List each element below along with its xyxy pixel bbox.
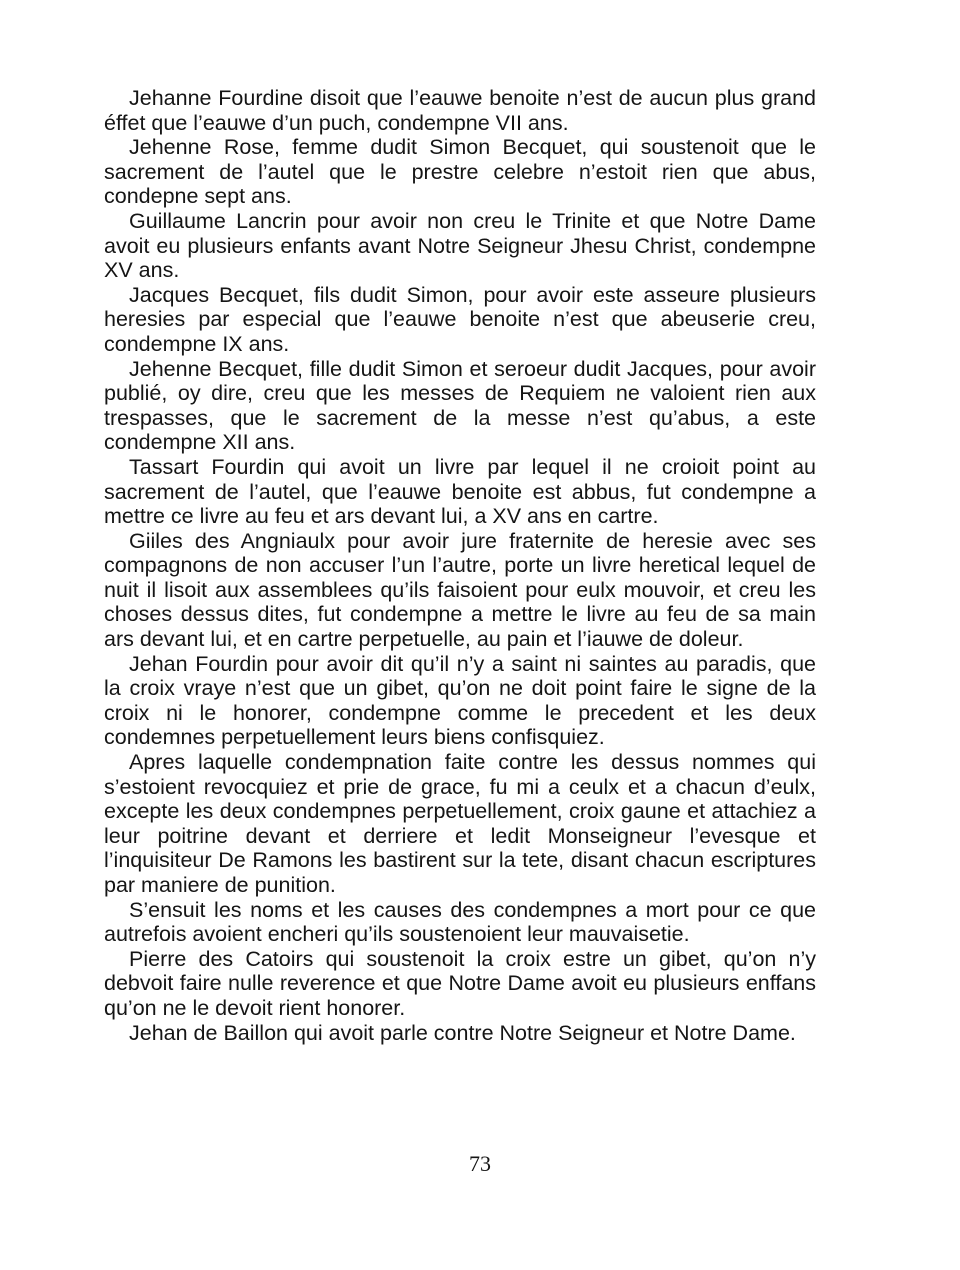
paragraph-sensuit-les-noms: S’ensuit les noms et les causes des condempnes a mort pour ce que autrefois avoient encheri qu’ils soustenoient leur mauvaisetie. — [104, 897, 816, 947]
paragraph-jehan-fourdin: Jehan Fourdin pour avoir dit qu’il n’y a saint ni saintes au paradis, que la croix vraye n’est que un gibet, qu’on ne doit point faire le signe de la croix ni le honorer, condempne comme le precedent et les deux condemnes perpetuellement leurs biens confisquiez. — [104, 651, 816, 750]
paragraph-giiles-des-angniaulx: Giiles des Angniaulx pour avoir jure fraternite de heresie avec ses compagnons de non accuser l’un l’autre, porte un livre heretical lequel de nuit il lisoit aux assemblees qu’ils faisoient pour eulx mouvoir, et creu les choses dessus dites, fut condempne a mettre le livre au feu de sa main ars devant lui, et en cartre perpetuelle, au pain et l’iauwe de doleur. — [104, 528, 816, 652]
paragraph-guillaume-lancrin: Guillaume Lancrin pour avoir non creu le Trinite et que Notre Dame avoit eu plusieurs enfants avant Notre Seigneur Jhesu Christ, condempne XV ans. — [104, 208, 816, 283]
paragraph-jehenne-rose: Jehenne Rose, femme dudit Simon Becquet, qui soustenoit que le sacrement de l’autel que le prestre celebre n’estoit rien que abus, condepne sept ans. — [104, 135, 816, 209]
paragraph-jehan-de-baillon: Jehan de Baillon qui avoit parle contre Notre Seigneur et Notre Dame. — [129, 1020, 796, 1045]
paragraph-tassart-fourdin: Tassart Fourdin qui avoit un livre par lequel il ne croioit point au sacrement de l’autel, que l’eauwe benoite est abbus, fut condempne a mettre ce livre au feu et ars devant lui, a XV ans en cartre. — [104, 454, 816, 529]
paragraph-apres-laquelle: Apres laquelle condempnation faite contre les dessus nommes qui s’estoient revocquiez et prie de grace, fu mi a ceulx et a chacun d’eulx, excepte les deux condempnes perpetuellement, croix gaune et attachiez a leur poitrine devant et derriere et ledit Monseigneur l’evesque et l’inquisiteur De Ramons les bastirent sur la tete, disant chacun escriptures par maniere de punition. — [104, 750, 816, 897]
page-body — [104, 86, 816, 1045]
paragraph-jehanne-fourdine: Jehanne Fourdine disoit que l’eauwe benoite n’est de aucun plus grand éffet que l’eauwe d’un puch, condempne VII ans. — [104, 86, 816, 135]
page-number: 73 — [469, 1151, 491, 1176]
paragraph-jacques-becquet: Jacques Becquet, fils dudit Simon, pour avoir este asseure plusieurs heresies par especial que l’eauwe benoite n’est que abeuserie creu, condempne IX ans. — [104, 282, 816, 356]
paragraph-jehenne-becquet: Jehenne Becquet, fille dudit Simon et seroeur dudit Jacques, pour avoir publié, oy dire, creu que les messes de Requiem ne valoient rien aux trespasses, que le sacrement de la messe n’est qu’abus, a este condempne XII ans. — [104, 356, 816, 455]
paragraph-pierre-des-catoirs: Pierre des Catoirs qui soustenoit la croix estre un gibet, qu’on n’y debvoit faire nulle reverence et que Notre Dame avoit eu plusieurs enffans qu’on ne le devoit rient honorer. — [104, 946, 816, 1020]
